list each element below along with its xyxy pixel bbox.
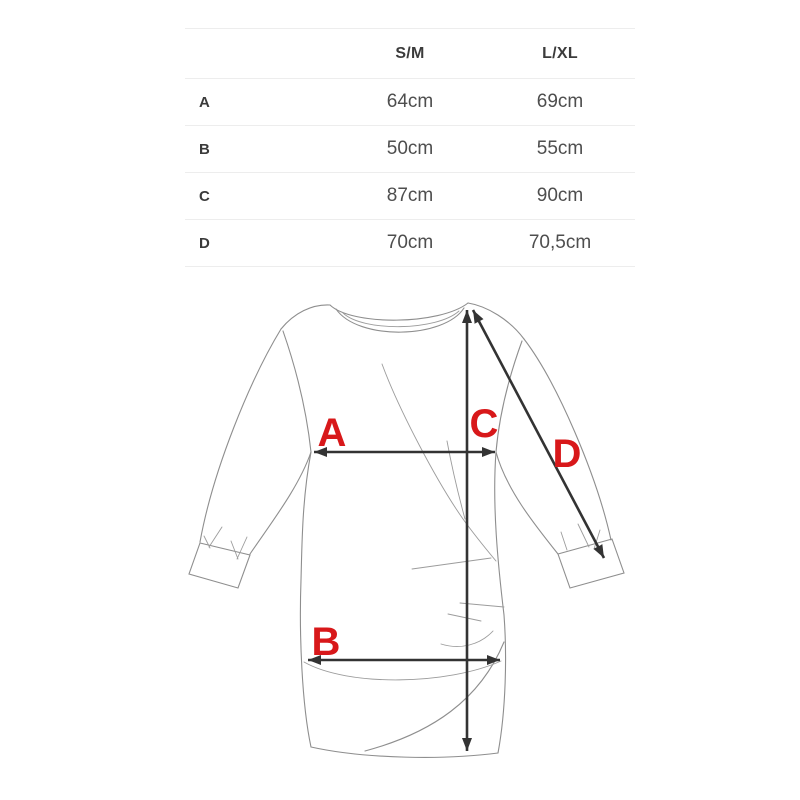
measure-value-sm: 87cm — [386, 185, 434, 206]
left-shoulder — [281, 305, 330, 329]
front-drape-long — [382, 364, 496, 561]
fold-line-1 — [412, 558, 491, 569]
measure-value-sm: 70cm — [386, 232, 434, 253]
measure-value-sm: 50cm — [386, 138, 434, 159]
measure-value-lxl: 90cm — [536, 185, 584, 206]
measure-label-b: B — [311, 620, 341, 664]
measure-row-label: B — [199, 140, 210, 158]
left-sleeve-outer — [200, 329, 281, 542]
fold-line-3 — [448, 614, 481, 621]
size-column-sm: S/M — [395, 44, 425, 62]
garment-outline — [189, 303, 624, 757]
measure-label-a: A — [317, 411, 347, 455]
measurement-arrows — [308, 310, 604, 751]
measure-row-label: A — [199, 93, 210, 111]
measure-row-label: C — [199, 187, 210, 205]
measure-row-label: D — [199, 234, 210, 252]
hem-line — [311, 747, 498, 757]
measure-value-sm: 64cm — [386, 91, 434, 112]
right-cuff — [558, 539, 624, 588]
measure-label-c: C — [469, 402, 499, 446]
measure-label-d: D — [552, 432, 582, 476]
right-sleeve-inner — [496, 452, 558, 554]
measure-value-lxl: 70,5cm — [528, 232, 592, 253]
body-right-seam — [495, 452, 506, 753]
measure-value-lxl: 55cm — [536, 138, 584, 159]
left-cuff-gathers — [204, 527, 247, 559]
body-left-seam — [300, 452, 311, 747]
size-column-lxl: L/XL — [542, 44, 578, 62]
left-armhole-seam — [283, 331, 311, 452]
measure-value-lxl: 69cm — [536, 91, 584, 112]
neckline-outer — [330, 303, 468, 320]
right-shoulder — [468, 303, 524, 339]
wrap-hem-curve — [365, 642, 504, 751]
